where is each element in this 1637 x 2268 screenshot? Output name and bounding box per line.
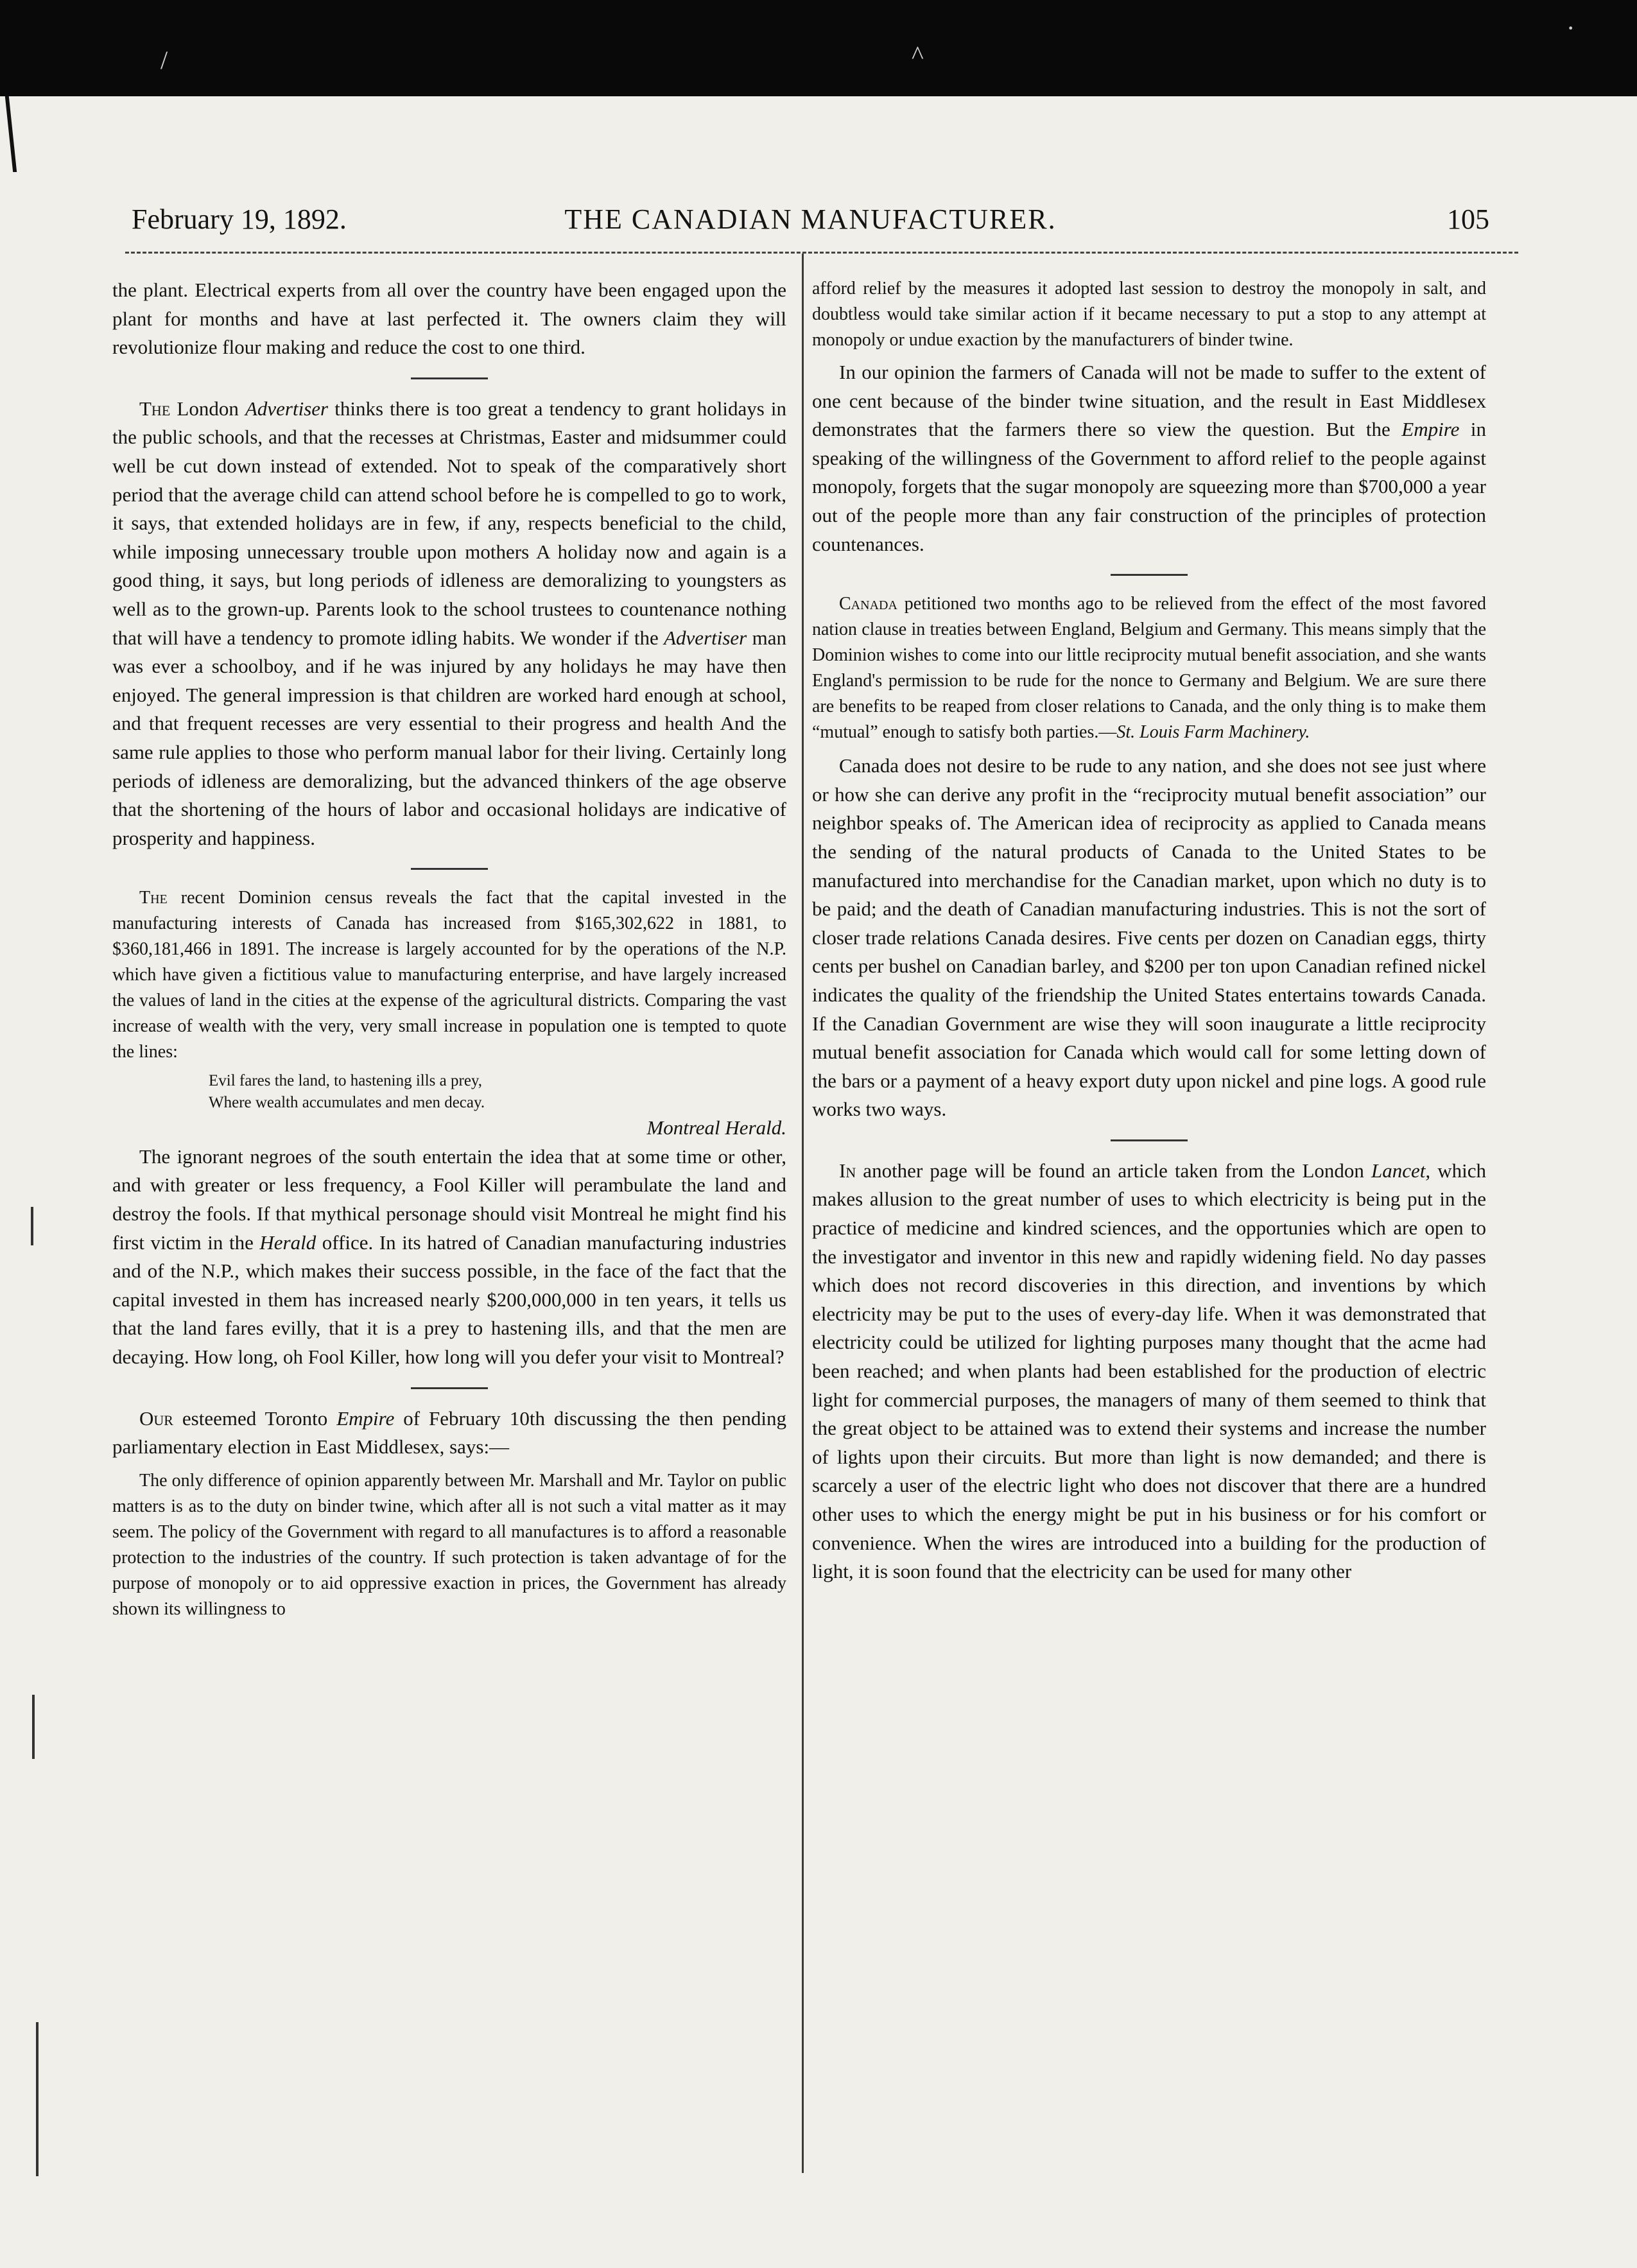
section-divider bbox=[411, 377, 488, 379]
scan-dark-top-band bbox=[0, 0, 1637, 96]
verse-line: Where wealth accumulates and men decay. bbox=[209, 1094, 485, 1112]
paragraph bbox=[812, 358, 1486, 558]
margin-mark bbox=[32, 1695, 35, 1759]
paragraph: afford relief by the measures it adopted last session to destroy the monopoly in salt, and doubtless would take similar action if it became necessary to put a stop to any attempt at monopoly or undue exaction by the manufacturers of binder twine. bbox=[812, 279, 1486, 350]
scan-speck: · bbox=[1566, 13, 1575, 42]
text-run: The ignorant negroes of the south entertain the idea that at some time or other, and with greater or less frequency, a Fool Killer will perambulate the land and destroy the fools. If that mythical personage should visit Montreal he might find his first victim in the bbox=[112, 1145, 786, 1254]
attribution: Montreal Herald. bbox=[646, 1116, 786, 1139]
paragraph bbox=[112, 1405, 786, 1462]
paragraph: Canada does not desire to be rude to any nation, and she does not see just where or how she can derive any profit in the “reciprocity mutual benefit association” our neighbor speaks of. The American idea of reciprocity as applied to Canada means the sending of the natural products of Canada to the United States to be manufactured into merchandise for the Canadian market, upon which no duty is to be paid; and the death of Canadian manufacturing industries. This is not the sort of closer trade relations Canada desires. Five cents per dozen on Canadian eggs, thirty cents per bushel on Canadian barley, and $200 per ton upon Canadian refined nickel indicates the quality of the friendship the United States entertains towards Canada. If the Canadian Government are wise they will soon inaugurate a little reciprocity mutual benefit association for Canada which would call for some letting down of the bars or a payment of a heavy export duty upon nickel and pine logs. A good rule works two ways. bbox=[812, 754, 1486, 1121]
scan-speck: / bbox=[160, 46, 168, 74]
text-run: which makes allusion to the great number of uses to which electricity is being put in the practice of medicine and kindred sciences, and the opportunies which are open to the investigator and inventor in this new and rapidly widening field. No day passes which does not record discoveries in this direction, and inventions by which electricity may be put to the uses of every-day life. When it was demonstrated that electricity could be utilized for lighting purposes many thought that the acme had been reached; and when plants had been established for the production of electric light for commercial purposes, the managers of many of them seemed to think that the great object to be attained was to extend their systems and increase the number of lights upon their circuits. But more than light is now demanded; and there is scarcely a user of the electric light who does not discover that there are a hundred other uses to which the energy might be put in his business or for his comfort or convenience. When the wires are introduced into a building for the production of light, it is soon found that the electricity can be used for many other bbox=[812, 1159, 1486, 1583]
italic-run: Advertiser bbox=[664, 626, 747, 649]
left-column bbox=[112, 276, 786, 1622]
section-divider bbox=[1111, 1139, 1188, 1141]
text-run: thinks there is too great a tendency to grant holidays in the public schools, and that the recesses at Christmas, Easter and midsummer could well be cut down instead of extended. Not to speak of the comparatively short period that the average child can attend school before he is compelled to go to work, it says, that extended holidays are in few, if any, respects beneficial to the child, while imposing unnecessary trouble upon mothers A holiday now and again is a good thing, it says, but long periods of idleness are demoralizing to youngsters as well as to the grown-up. Parents look to the school trustees to countenance nothing that will have a tendency to promote idling habits. We wonder if the bbox=[112, 397, 787, 649]
paragraph bbox=[112, 1143, 786, 1372]
lead-word: Canada bbox=[839, 594, 897, 614]
text-run: recent Dominion census reveals the fact that the capital invested in the manufacturing interests of Canada has increased from $165,302,622 in 1881, to $360,181,466 in 1891. The increase is largely accounted for by the operations of the N.P. which have given a fictitious value to manufacturing enterprise, and have largely increased the values of land in the cities at the expense of the agricultural districts. Comparing the vast increase of wealth with the very, very small increase in population one is tempted to quote the lines: bbox=[112, 888, 786, 1062]
text-run: man was ever a schoolboy, and if he was injured by any holidays he may have then enjoyed. The general impression is that children are worked hard enough at school, and that frequent recesses are very essential to their progress and health And the same rule applies to those who perform manual labor for their living. Certainly long periods of idleness are demoralizing, but the advanced thinkers of the age observe that the shortening of the hours of labor and occasional holidays are indicative of prosperity and happiness. bbox=[112, 626, 786, 849]
italic-run: Lancet, bbox=[1371, 1159, 1431, 1182]
paragraph bbox=[812, 1157, 1486, 1586]
header-rule bbox=[125, 252, 1518, 254]
paragraph bbox=[112, 885, 786, 1065]
verse-line: Evil fares the land, to hastening ills a prey, bbox=[209, 1072, 483, 1090]
italic-run: Herald bbox=[259, 1231, 316, 1254]
quoted-paragraph: The only difference of opinion apparently between Mr. Marshall and Mr. Taylor on public matters is as to the duty on binder twine, which after all is not such a vital matter as it may seem. The policy of the Government with regard to all manufactures is to afford a reasonable protection to the industries of the country. If such protection is taken advantage of for the purpose of monopoly or to aid oppressive exaction in prices, the Government has already shown its willingness to bbox=[112, 1470, 786, 1619]
italic-run: St. Louis Farm Machinery. bbox=[1116, 722, 1310, 743]
scan-edge-mark bbox=[5, 96, 17, 172]
italic-run: Advertiser bbox=[245, 397, 329, 420]
lead-word: Our bbox=[139, 1407, 173, 1430]
column-rule bbox=[802, 254, 804, 2173]
text-run: another page will be found an article taken from the London bbox=[856, 1159, 1372, 1182]
text-run: petitioned two months ago to be relieved from the effect of the most favored nation clause in treaties between England, Belgium and Germany. This means simply that the Dominion wishes to come into our little reciprocity mutual benefit association, and she wants England's permission to be rude for the nonce to Germany and Belgium. We are sure there are benefits to be reaped from closer relations to Canada, and the only thing is to make them “mutual” enough to satisfy both parties.— bbox=[812, 594, 1486, 743]
text-run: in speaking of the willingness of the Government to afford relief to the people against monopoly, forgets that the sugar monopoly are squeezing more than $700,000 a year out of the people more than any fair construction of the principles of protection countenances. bbox=[812, 418, 1486, 555]
text-run: office. In its hatred of Canadian manufacturing industries and of the N.P., which makes their success possible, in the face of the fact that the capital invested in them has increased nearly $200,000,000 in ten years, it tells us that the land fares evilly, that it is a prey to hastening ills, and that the men are decaying. How long, oh Fool Killer, how long will you defer your visit to Montreal? bbox=[112, 1231, 786, 1369]
italic-run: Empire bbox=[336, 1407, 395, 1430]
section-divider bbox=[1111, 574, 1188, 576]
scan-speck: ^ bbox=[912, 40, 924, 69]
right-column bbox=[812, 276, 1486, 1586]
lead-word: The bbox=[139, 888, 168, 908]
paragraph bbox=[812, 591, 1486, 745]
lead-word: In bbox=[839, 1159, 856, 1182]
paragraph: the plant. Electrical experts from all over the country have been engaged upon the plant for months and have at last perfected it. The owners claim they will revolutionize flour making and reduce the cost to one third. bbox=[112, 279, 786, 359]
issue-date: February 19, 1892. bbox=[132, 203, 347, 235]
text-run: London bbox=[170, 397, 245, 420]
section-divider bbox=[411, 868, 488, 870]
quoted-verse bbox=[209, 1070, 786, 1114]
margin-mark bbox=[31, 1207, 33, 1245]
margin-mark bbox=[36, 2022, 39, 2176]
italic-run: Empire bbox=[1401, 418, 1460, 441]
section-divider bbox=[411, 1387, 488, 1389]
page-header bbox=[132, 203, 1489, 241]
publication-title: THE CANADIAN MANUFACTURER. bbox=[564, 203, 1057, 235]
page-number: 105 bbox=[1447, 203, 1489, 235]
text-run: of February 10th discussing the then pending parliamentary election in East Middlesex, says:— bbox=[112, 1407, 786, 1459]
lead-word: The bbox=[139, 397, 171, 420]
paragraph bbox=[112, 395, 786, 853]
text-run: esteemed Toronto bbox=[173, 1407, 337, 1430]
text-run: In our opinion the farmers of Canada will not be made to suffer to the extent of one cent because of the binder twine situation, and the result in East Middlesex demonstrates that the farmers there so view the question. But the bbox=[812, 361, 1486, 441]
